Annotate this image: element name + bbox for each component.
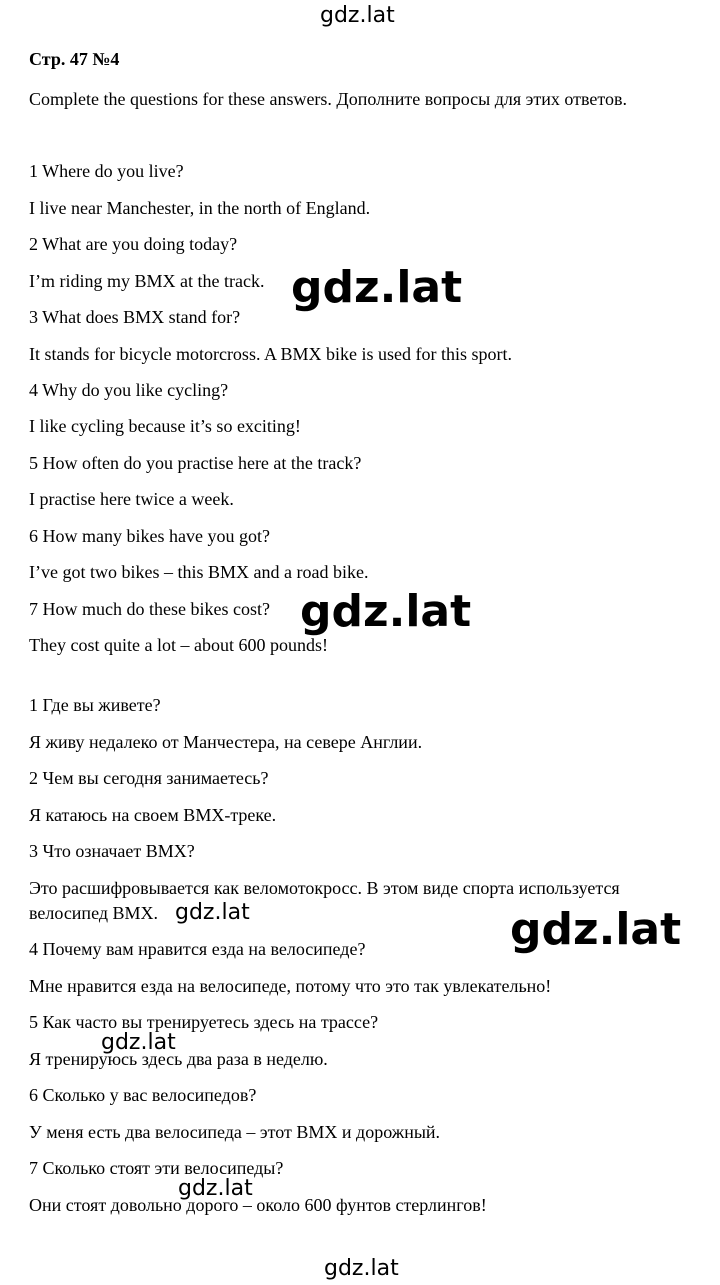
russian-line: 4 Почему вам нравится езда на велосипеде?	[29, 939, 366, 959]
russian-line: велосипед BMX.	[29, 903, 158, 923]
english-line: I like cycling because it’s so exciting!	[29, 416, 301, 436]
english-line: 5 How often do you practise here at the track?	[29, 453, 362, 473]
watermark-small: gdz.lat	[175, 900, 250, 925]
russian-line: 5 Как часто вы тренируетесь здесь на трассе?	[29, 1012, 379, 1032]
russian-line: 3 Что означает BMX?	[29, 841, 195, 861]
russian-line: 6 Сколько у вас велосипедов?	[29, 1085, 257, 1105]
russian-line: Они стоят довольно дорого – около 600 фунтов стерлингов!	[29, 1195, 487, 1215]
english-line: It stands for bicycle motorcross. A BMX bike is used for this sport.	[29, 344, 512, 364]
english-line: I’ve got two bikes – this BMX and a road bike.	[29, 562, 369, 582]
russian-line: 2 Чем вы сегодня занимаетесь?	[29, 768, 269, 788]
english-line: 4 Why do you like cycling?	[29, 380, 229, 400]
watermark-small: gdz.lat	[101, 1030, 176, 1055]
english-line: I live near Manchester, in the north of England.	[29, 198, 371, 218]
english-line: They cost quite a lot – about 600 pounds!	[29, 635, 328, 655]
watermark-bottom: gdz.lat	[324, 1256, 399, 1281]
russian-line: Мне нравится езда на велосипеде, потому что это так увлекательно!	[29, 976, 552, 996]
russian-line: У меня есть два велосипеда – этот BMX и дорожный.	[29, 1122, 441, 1142]
instruction-text: Complete the questions for these answers. Дополните вопросы для этих ответов.	[29, 89, 628, 109]
english-line: 7 How much do these bikes cost?	[29, 599, 270, 619]
watermark-small: gdz.lat	[178, 1176, 253, 1201]
watermark-large: gdz.lat	[300, 586, 472, 637]
english-line: 6 How many bikes have you got?	[29, 526, 270, 546]
english-line: 1 Where do you live?	[29, 161, 184, 181]
russian-line: 7 Сколько стоят эти велосипеды?	[29, 1158, 284, 1178]
english-line: 2 What are you doing today?	[29, 234, 238, 254]
watermark-top: gdz.lat	[320, 3, 395, 28]
russian-line: Я катаюсь на своем BMX-треке.	[29, 805, 277, 825]
page-title: Стр. 47 №4	[29, 49, 120, 69]
russian-line: Это расшифровывается как веломотокросс. В этом виде спорта используется	[29, 878, 620, 898]
russian-line: 1 Где вы живете?	[29, 695, 161, 715]
english-line: 3 What does BMX stand for?	[29, 307, 241, 327]
english-line: I practise here twice a week.	[29, 489, 234, 509]
watermark-large: gdz.lat	[510, 904, 682, 955]
watermark-large: gdz.lat	[291, 262, 463, 313]
russian-line: Я живу недалеко от Манчестера, на севере Англии.	[29, 732, 423, 752]
english-line: I’m riding my BMX at the track.	[29, 271, 265, 291]
russian-line: Я тренируюсь здесь два раза в неделю.	[29, 1049, 328, 1069]
